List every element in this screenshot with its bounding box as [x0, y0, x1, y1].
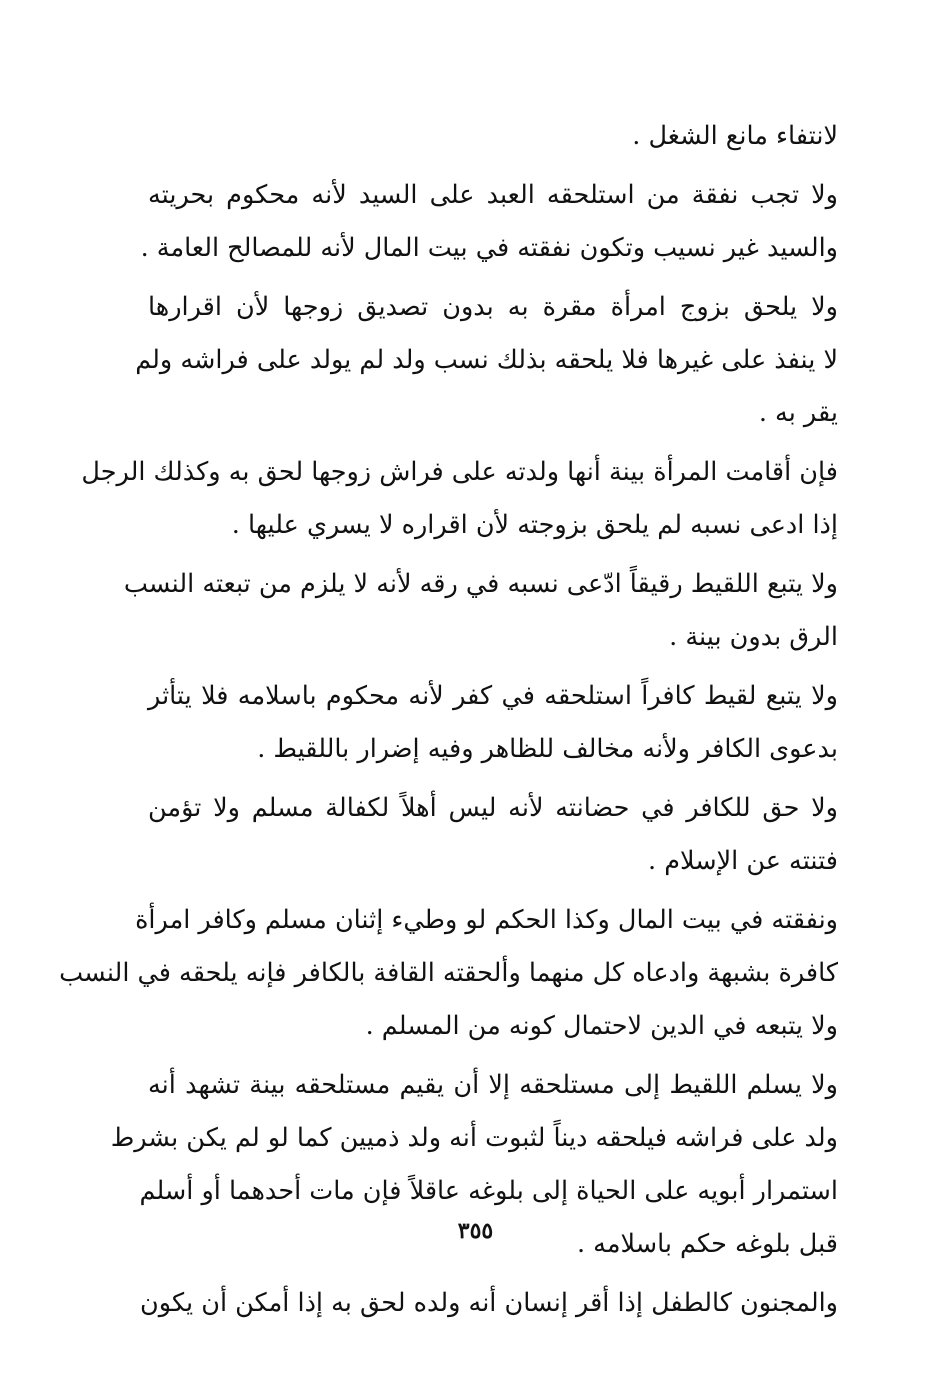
text-line: ولا يسلم اللقيط إلى مستلحقه إلا أن يقيم مستلحقه بينة تشهد أنه [148, 1070, 838, 1100]
text-line: ولا يتبع اللقيط رقيقاً ادّعى نسبه في رقه لأنه لا يلزم من تبعته النسب [123, 569, 838, 599]
text-line: فإن أقامت المرأة بينة أنها ولدته على فراش زوجها لحق به وكذلك الرجل [81, 457, 838, 487]
text-line: كافرة بشبهة وادعاه كل منهما وألحقته القافة بالكافر فإنه يلحقه في النسب [59, 958, 838, 988]
text-line: ولد على فراشه فيلحقه ديناً لثبوت أنه ولد ذميين كما لو لم يكن بشرط [110, 1123, 838, 1153]
text-line: قبل بلوغه حكم باسلامه . [576, 1229, 838, 1259]
text-line: ولا تجب نفقة من استلحقه العبد على السيد لأنه محكوم بحريته [148, 180, 838, 210]
text-line: بدعوى الكافر ولأنه مخالف للظاهر وفيه إضرار باللقيط . [257, 734, 838, 764]
text-line: ولا حق للكافر في حضانته لأنه ليس أهلاً لكفالة مسلم ولا تؤمن [148, 793, 838, 823]
text-line: الرق بدون بينة . [669, 622, 838, 652]
page-body [59, 110, 838, 1330]
text-line: والمجنون كالطفل إذا أقر إنسان أنه ولده لحق به إذا أمكن أن يكون [140, 1288, 838, 1318]
text-line: ولا يلحق بزوج امرأة مقرة به بدون تصديق زوجها لأن اقرارها [148, 292, 838, 322]
text-line: ونفقته في بيت المال وكذا الحكم لو وطيء إثنان مسلم وكافر امرأة [135, 905, 838, 935]
text-line: يقر به . [758, 398, 838, 428]
text-line: استمرار أبويه على الحياة إلى بلوغه عاقلاً فإن مات أحدهما أو أسلم [139, 1176, 838, 1206]
text-line: ولا يتبع لقيط كافراً استلحقه في كفر لأنه محكوم باسلامه فلا يتأثر [148, 681, 838, 711]
text-line: فتنته عن الإسلام . [648, 846, 838, 876]
text-line: لا ينفذ على غيرها فلا يلحقه بذلك نسب ولد لم يولد على فراشه ولم [135, 345, 838, 375]
text-line: والسيد غير نسيب وتكون نفقته في بيت المال لأنه للمصالح العامة . [140, 233, 838, 263]
text-line: إذا ادعى نسبه لم يلحق بزوجته لأن اقراره لا يسري عليها . [231, 510, 838, 540]
page-number: ٣٥٥ [457, 1218, 494, 1244]
text-line: ولا يتبعه في الدين لاحتمال كونه من المسلم . [365, 1011, 838, 1041]
text-line: لانتفاء مانع الشغل . [632, 121, 838, 151]
